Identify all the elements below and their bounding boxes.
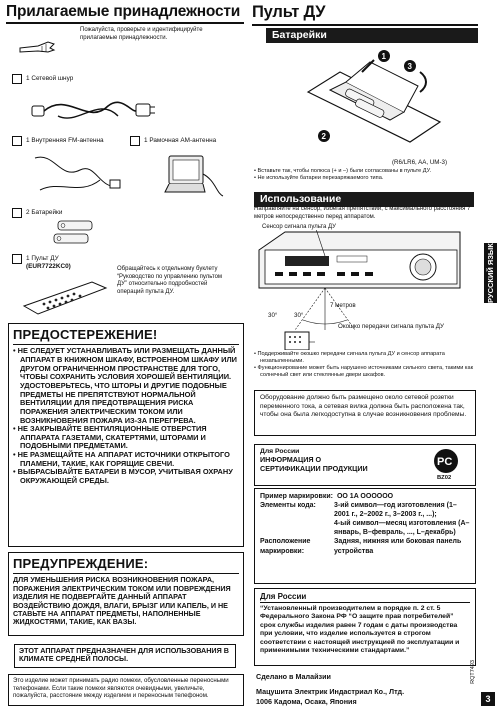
battery-install-illustration [300,42,450,162]
item-label: 1 Внутренняя FM-антенна [26,137,104,144]
warning-title: ПРЕДУПРЕЖДЕНИЕ: [13,556,239,574]
example-value: OO 1A OOOOOO [336,493,394,500]
outlet-note: Оборудование должно быть размещено около сетевой розетки переменного тока, а сетевая вилка должна быть расположена так, чтобы она была легкодоступна в случае возникновения проблемы. [260,394,467,419]
company-name: Мацушита Электрик Индастриал Ко., Лтд. [256,687,405,696]
elements-label: Элементы кода: [260,502,316,510]
batteries-illustration [50,218,100,248]
item-am-antenna [130,136,216,146]
caution-item: • НЕ РАЗМЕЩАЙТЕ НА АППАРАТ ИСТОЧНИКИ ОТКРЫТОГО ПЛАМЕНИ, ТАКИЕ, КАК ГОРЯЩИЕ СВЕЧИ. [13,451,239,468]
cert-details-box [254,488,476,584]
warranty-text: “Установленный производителем в порядке п. 2 ст. 5 Федерального Закона РФ “О защите прав потребителей” срок службы изделия равен 7 годам с даты производства при условии, что изделие используется в строгом соответствии с настоящей инструкцией по эксплуатации и применимыми техническими стандартами.” [260,605,460,655]
use-bullet: • Поддерживайте окошко передачи сигнала пульта ДУ и сенсор аппарата незапыленными. [254,351,476,365]
caution-list [13,347,239,486]
item-fm-antenna [12,136,104,146]
angle-left-label: 30° [268,312,278,319]
use-text: Направляйте на сенсор, избегая препятствий, с максимального расстояния 7 метров непосредственно перед аппаратом. [254,206,471,220]
caution-item: • НЕ ЗАКРЫВАЙТЕ ВЕНТИЛЯЦИОННЫЕ ОТВЕРСТИЯ АППАРАТА ГАЗЕТАМИ, СКАТЕРТЯМИ, ШТОРАМИ И ПОДОБНЫМИ ПРЕДМЕТАМИ. [13,425,239,451]
page-number: 3 [481,692,495,706]
pointing-hand-icon [18,36,58,58]
checkbox[interactable] [12,136,22,146]
warranty-region: Для России [260,592,470,603]
interference-box [8,674,244,706]
cert-mark-code: BZ02 [437,475,452,481]
location-value: Задняя, нижняя или боковая панель устройства [334,538,462,555]
outlet-note-box [254,390,476,436]
cert-title: ИНФОРМАЦИЯ О СЕРТИФИКАЦИИ ПРОДУКЦИИ [260,455,368,474]
item-remote [12,254,71,271]
climate-box [14,644,236,668]
distance-label: 7 метров [330,302,356,309]
svg-text:1: 1 [381,52,386,61]
remote-illustration [20,278,110,316]
accessories-title: Прилагаемые принадлежности [6,0,244,24]
sensor-label: Сенсор сигнала пульта ДУ [262,224,336,230]
checkbox[interactable] [12,74,22,84]
accessories-intro: Пожалуйста, проверьте и идентифицируйте прилагаемые принадлежности. [80,27,203,41]
cert-region: Для России [260,448,300,455]
interference-text: Это изделие может принимать радио помехи, обусловленные переносными телефонами. Если такие помехи являются очевидными, увеличьте, пожалуйста, расстояние между изделием и переносным телефоном. [13,677,229,700]
angle-right-label: 30° [294,312,304,319]
doc-code: RQT7493 [470,660,476,684]
elements-line: 3-ий символ—год изготовления (1–2001 г., 2–2002 г., 3–2003 г., ...); [334,502,457,519]
caution-item: • ВЫБРАСЫВАЙТЕ БАТАРЕИ В МУСОР, УЧИТЫВАЯ ОХРАНУ ОКРУЖАЮЩЕЙ СРЕДЫ. [13,468,239,485]
item-label: 1 Пульт ДУ [26,255,59,262]
fm-antenna-illustration [30,150,125,200]
window-label: Окошко передачи сигнала пульта ДУ [338,323,444,330]
use-header: Использование [254,192,474,207]
warning-box [8,552,244,636]
svg-text:2: 2 [321,132,326,141]
svg-text:PC: PC [437,456,453,468]
use-bullets [254,351,476,379]
item-label: 1 Рамочная AM-антенна [144,137,217,144]
receiver-illustration [255,230,477,350]
remote-column [252,0,478,26]
battery-bullet: • Вставьте так, чтобы полюса (+ и –) были согласованы в пульте ДУ. [254,168,474,175]
am-antenna-illustration [155,150,225,200]
svg-text:3: 3 [407,62,412,71]
caution-box [8,323,244,547]
caution-item: • НЕ СЛЕДУЕТ УСТАНАВЛИВАТЬ ИЛИ РАЗМЕЩАТЬ ДАННЫЙ АППАРАТ В КНИЖНОМ ШКАФУ, ВСТРОЕННОМ ШКАФУ ИЛИ ДРУГОМ ОГРАНИЧЕННОМ ПРОСТРАНСТВЕ ДЛЯ ТОГО, ЧТОБЫ СОХРАНИТЬ УСЛОВИЯ ХОРОШЕЙ ВЕНТИЛЯЦИИ. УДОСТОВЕРЬТЕСЬ, ЧТО ШТОРЫ И ДРУГИЕ ПОДОБНЫЕ ПРЕДМЕТЫ НЕ ПРЕПЯТСТВУЮТ НОРМАЛЬНОЙ ВЕНТИЛЯЦИИ ДЛЯ ПРЕДОТВРАЩЕНИЯ РИСКА ПОРАЖЕНИЯ ЭЛЕКТРИЧЕСКИМ ТОКОМ ИЛИ ВОЗНИКНОВЕНИЯ ПОЖАРА ИЗ-ЗА ПЕРЕГРЕВА. [13,347,239,425]
location-label: Расположение маркировки: [260,538,311,555]
item-label: 2 Батарейки [26,209,63,216]
remote-title: Пульт ДУ [252,0,478,26]
made-in: Сделано в Малайзии [256,672,331,681]
company-address: 1006 Кадома, Осака, Япония [256,697,357,706]
item-model: (EUR7722KC0) [26,263,71,270]
remote-manual-note: Обращайтесь к отдельному буклету “Руководство по управлению пультом ДУ” относительно подробностей операций пульта ДУ. [117,266,223,295]
battery-bullets [254,168,474,182]
checkbox[interactable] [130,136,140,146]
item-batteries [12,208,62,218]
gost-mark-icon [433,448,459,474]
checkbox[interactable] [12,254,22,264]
climate-text: ЭТОТ АППАРАТ ПРЕДНАЗНАЧЕН ДЛЯ ИСПОЛЬЗОВАНИЯ В КЛИМАТЕ СРЕДНЕЙ ПОЛОСЫ. [19,646,229,664]
battery-type-label: (R6/LR6, AA, UM-3) [392,159,448,166]
example-label: Пример маркировки: [260,493,333,500]
language-tab: РУССКИЙ ЯЗЫК [486,243,495,303]
item-label: 1 Сетевой шнур [26,75,74,82]
battery-bullet: • Не используйте батареи перезаряжаемого типа. [254,175,474,182]
checkbox[interactable] [12,208,22,218]
batteries-header: Батарейки [266,28,478,43]
ac-cord-illustration [28,86,158,128]
use-bullet: • Функционирование может быть нарушено источниками сильного света, такими как солнечный свет или стеклянные двери шкафов. [254,365,476,379]
caution-title: ПРЕДОСТЕРЕЖЕНИЕ! [13,327,239,345]
warning-text: ДЛЯ УМЕНЬШЕНИЯ РИСКА ВОЗНИКНОВЕНИЯ ПОЖАРА, ПОРАЖЕНИЯ ЭЛЕКТРИЧЕСКИМ ТОКОМ ИЛИ ПОВРЕЖДЕНИЯ ИЗДЕЛИЯ НЕ ПОДВЕРГАЙТЕ ДАННЫЙ АППАРАТ ВОЗДЕЙСТВИЮ ДОЖДЯ, ВЛАГИ, БРЫЗГ ИЛИ КАПЕЛЬ, И НЕ СТАВЬТЕ НА АППАРАТ ПРЕДМЕТЫ, НАПОЛНЕННЫЕ ЖИДКОСТЯМИ, ТАКИЕ, КАК ВАЗЫ. [13,575,231,627]
warranty-box [254,588,476,666]
accessories-column [6,0,244,24]
item-ac-cord [12,74,73,84]
elements-line: 4-ый символ—месяц изготовления (А–январь, В–февраль, ..., L–декабрь) [334,520,470,537]
